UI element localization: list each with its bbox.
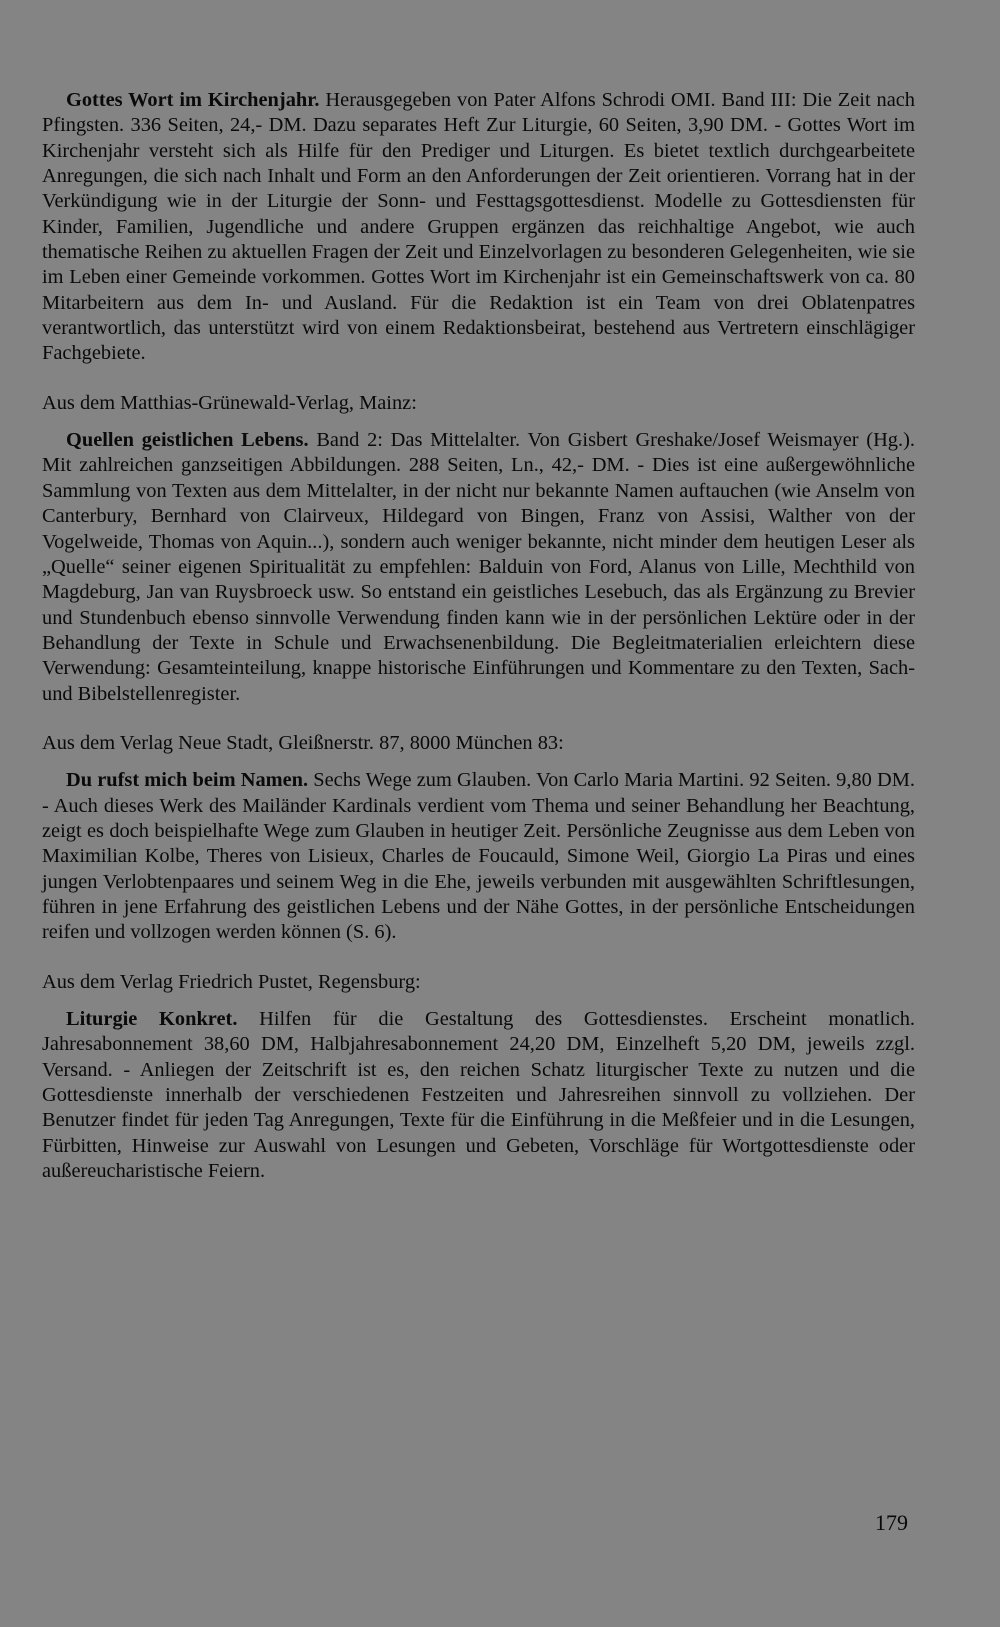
book-title: Gottes Wort im Kirchenjahr. (66, 89, 320, 111)
book-title: Quellen geistlichen Lebens. (66, 429, 309, 452)
review-liturgie-konkret (42, 1007, 915, 1184)
publisher-heading: Aus dem Verlag Neue Stadt, Gleißnerstr. 87, 8000 München 83: (42, 731, 564, 754)
paragraph-gap (42, 707, 915, 731)
review-text: Sechs Wege zum Glauben. Von Carlo Maria Martini. 92 Seiten. 9,80 DM. - Auch dieses Werk des Mailänder Kardinals verdient vom Thema und seiner Behandlung her Beachtung, zeigt es doch beispielhafte Wege zum Glauben in heutiger Zeit. Persönliche Zeugnisse aus dem Leben von Maximilian Kolbe, Theres von Lisieux, Charles de Foucauld, Simone Weil, Giorgio La Piras und eines jungen Verlobtenpaares und seinem Weg in die Ehe, jeweils verbunden mit ausgewählten Schriftlesungen, führen in jene Erfahrung des geistlichen Lebens und der Nähe Gottes, in der persönliche Entscheidungen reifen und vollzogen werden können (S. 6). (42, 769, 915, 944)
book-title: Du rufst mich beim Namen. (66, 769, 309, 792)
review-text: Herausgegeben von Pater Alfons Schrodi OMI. Band III: Die Zeit nach Pfingsten. 336 Seiten, 24,- DM. Dazu separates Heft Zur Liturgie, 60 Seiten, 3,90 DM. - Gottes Wort im Kirchenjahr versteht sich als Hilfe für den Prediger und Liturgen. Es bietet textlich durchgearbeitete Anregungen, die sich nach Inhalt und Form an den Anforderungen der Zeit orientieren. Vorrang hat in der Verkündigung wie in der Liturgie der Sonn- und Festtagsgottesdienst. Modelle zu Gottesdiensten für Kinder, Familien, Jugendliche und andere Gruppen ergänzen das reichhaltige Angebot, wie auch thematische Reihen zu aktuellen Fragen der Zeit und Einzelvorlagen zu besonderen Gelegenheiten, wie sie im Leben einer Gemeinde vorkommen. Gottes Wort im Kirchenjahr ist ein Gemeinschaftswerk von ca. 80 Mitarbeitern aus dem In- und Ausland. Für die Redaktion ist ein Team von drei Oblatenpatres verantwortlich, das unterstützt wird von einem Redaktionsbeirat, bestehend aus Vertretern einschlägiger Fachgebiete. (42, 89, 916, 365)
page-body (42, 88, 915, 1184)
paragraph-gap (42, 367, 915, 391)
publisher-heading: Aus dem Matthias-Grünewald-Verlag, Mainz: (42, 391, 417, 414)
review-text: Band 2: Das Mittelalter. Von Gisbert Greshake/Josef Weismayer (Hg.). Mit zahlreichen ganzseitigen Abbildungen. 288 Seiten, Ln., 42,- DM. - Dies ist eine außergewöhnliche Sammlung von Texten aus dem Mittelalter, in der nicht nur bekannte Namen auftauchen (wie Anselm von Canterbury, Bernhard von Clairveux, Hildegard von Bingen, Franz von Assisi, Walther von der Vogelweide, Thomas von Aquin...), sondern auch weniger bekannte, nicht minder dem heutigen Leser als „Quelle“ seiner eigenen Spiritualität zu empfehlen: Balduin von Ford, Alanus von Lille, Mechthild von Magdeburg, Jan van Ruysbroeck usw. So entstand ein geistliches Lesebuch, das als Ergänzung zu Brevier und Stundenbuch ebenso sinnvolle Verwendung finden kann wie in der persönlichen Lektüre oder in der Behandlung der Texte in Schule und Erwachsenenbildung. Die Begleitmaterialien erleichtern diese Verwendung: Gesamteinteilung, knappe historische Einführungen und Kommentare zu den Texten, Sach- und Bibelstellenregister. (42, 429, 915, 705)
review-text: Hilfen für die Gestaltung des Gottesdienstes. Erscheint monatlich. Jahresabonnement 38,60 DM, Halbjahresabonnement 24,20 DM, Einzelheft 5,20 DM, jeweils zzgl. Versand. - Anliegen der Zeitschrift ist es, den reichen Schatz liturgischer Texte zu nutzen und die Gottesdienste innerhalb der verschiedenen Festzeiten und Jahresreihen sinnvoll zu vollziehen. Der Benutzer findet für jeden Tag Anregungen, Texte für die Einführung in die Meßfeier und in die Lesungen, Fürbitten, Hinweise zur Auswahl von Lesungen und Gebeten, Vorschläge für Wortgottesdienste oder außereucharistische Feiern. (42, 1008, 915, 1183)
review-quellen (42, 428, 915, 707)
publisher-heading: Aus dem Verlag Friedrich Pustet, Regensburg: (42, 970, 421, 993)
paragraph-gap (42, 756, 915, 768)
page-number: 179 (875, 1510, 908, 1535)
book-title: Liturgie Konkret. (66, 1008, 238, 1030)
review-du-rufst (42, 768, 915, 945)
paragraph-gap (42, 995, 915, 1007)
review-gottes-wort (42, 88, 915, 367)
paragraph-gap (42, 416, 915, 428)
paragraph-gap (42, 946, 915, 970)
